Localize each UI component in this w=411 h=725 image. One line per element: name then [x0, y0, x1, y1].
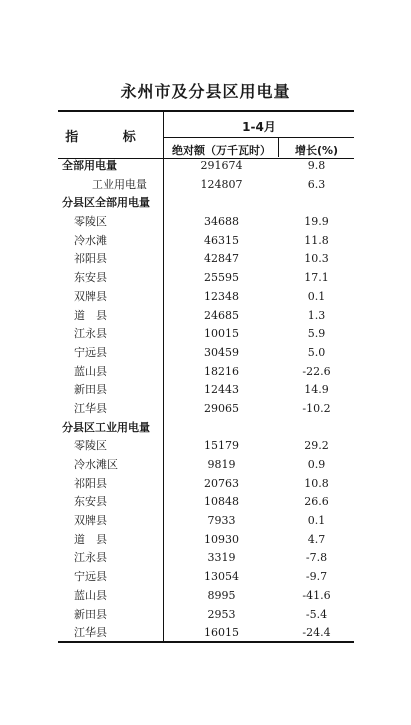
- absolute-value: 10930: [204, 532, 239, 546]
- absolute-value: 20763: [204, 476, 239, 490]
- growth-value: 1.3: [307, 308, 326, 322]
- growth-value: 14.9: [304, 383, 329, 397]
- growth-value: -7.8: [305, 551, 328, 565]
- growth-value: -41.6: [302, 588, 331, 602]
- table-row: [58, 549, 354, 568]
- row-label: 道 县: [74, 532, 107, 546]
- table-row: [58, 606, 354, 625]
- row-label: 宁远县: [74, 345, 107, 359]
- header-absolute: 绝对额（万千瓦时）: [172, 144, 271, 157]
- absolute-value: 42847: [204, 252, 239, 266]
- table-body: [58, 157, 354, 643]
- absolute-value: 10848: [204, 495, 239, 509]
- row-label: 东安县: [74, 495, 107, 509]
- absolute-value: 8995: [207, 588, 236, 602]
- table-row: [58, 325, 354, 344]
- growth-value: 10.8: [304, 476, 329, 490]
- table-row: [58, 176, 354, 195]
- table-row: [58, 232, 354, 251]
- table-row: [58, 344, 354, 363]
- absolute-value: 13054: [204, 570, 239, 584]
- table-row: [58, 568, 354, 587]
- absolute-value: 15179: [204, 439, 239, 453]
- row-label: 零陵区: [74, 439, 107, 453]
- absolute-value: 30459: [204, 345, 239, 359]
- table-row: [58, 269, 354, 288]
- table-row: [58, 456, 354, 475]
- table-row: [58, 587, 354, 606]
- row-label: 江华县: [74, 401, 107, 415]
- row-label: 分县区工业用电量: [62, 420, 150, 434]
- absolute-value: 2953: [207, 607, 236, 621]
- row-label: 蓝山县: [74, 364, 107, 378]
- header-indicator: 指 标: [65, 130, 156, 145]
- absolute-value: 34688: [204, 215, 239, 229]
- row-label: 祁阳县: [74, 252, 107, 266]
- header-column-divider: [278, 137, 279, 157]
- row-label: 冷水滩区: [74, 458, 118, 471]
- absolute-value: 18216: [204, 364, 239, 378]
- growth-value: 0.1: [307, 514, 326, 528]
- table-row: [58, 400, 354, 419]
- absolute-value: 12443: [204, 383, 239, 397]
- row-label: 分县区全部用电量: [62, 196, 150, 210]
- table-row: [58, 531, 354, 550]
- absolute-value: 124807: [200, 177, 243, 191]
- table-row: [58, 213, 354, 232]
- absolute-value: 24685: [204, 308, 239, 322]
- growth-value: 11.8: [304, 233, 329, 247]
- row-label: 新田县: [74, 607, 107, 621]
- row-label: 蓝山县: [74, 588, 107, 602]
- growth-value: -9.7: [305, 570, 328, 584]
- absolute-value: 46315: [204, 233, 239, 247]
- row-label: 宁远县: [74, 570, 107, 584]
- growth-value: -24.4: [302, 626, 331, 640]
- row-label: 全部用电量: [62, 159, 117, 172]
- row-label: 江永县: [74, 327, 107, 341]
- growth-value: 17.1: [304, 271, 329, 285]
- table-row: [58, 512, 354, 531]
- table-row: [58, 363, 354, 382]
- row-label: 江永县: [74, 551, 107, 565]
- table-row: [58, 493, 354, 512]
- growth-value: 9.8: [307, 159, 326, 172]
- table-row: [58, 475, 354, 494]
- header-growth: 增长(%): [294, 144, 339, 157]
- absolute-value: 25595: [204, 271, 239, 285]
- table-title: 永州市及分县区用电量: [120, 82, 291, 101]
- table-bottom-rule: [58, 641, 354, 643]
- growth-value: 26.6: [304, 495, 329, 509]
- growth-value: 19.9: [304, 215, 329, 229]
- growth-value: 29.2: [304, 439, 329, 453]
- growth-value: 0.9: [307, 458, 326, 471]
- growth-value: -22.6: [302, 364, 331, 378]
- growth-value: 6.3: [307, 177, 326, 191]
- table-row: [58, 307, 354, 326]
- table: [58, 110, 354, 159]
- section-row: [58, 194, 354, 213]
- row-label: 新田县: [74, 383, 107, 397]
- table-row: [58, 288, 354, 307]
- absolute-value: 3319: [207, 551, 236, 565]
- header-divider: [164, 137, 354, 138]
- absolute-value: 7933: [207, 514, 236, 528]
- growth-value: -5.4: [305, 607, 328, 621]
- growth-value: 10.3: [304, 252, 329, 266]
- absolute-value: 291674: [200, 159, 243, 172]
- absolute-value: 10015: [204, 327, 239, 341]
- table-row: [58, 381, 354, 400]
- table-row: [58, 437, 354, 456]
- section-row: [58, 157, 354, 176]
- absolute-value: 9819: [207, 458, 236, 471]
- row-label: 江华县: [74, 626, 107, 640]
- growth-value: 5.9: [307, 327, 326, 341]
- growth-value: 0.1: [307, 289, 326, 303]
- row-label: 东安县: [74, 271, 107, 285]
- table-header: [58, 112, 354, 159]
- row-label: 祁阳县: [74, 476, 107, 490]
- row-label: 道 县: [74, 308, 107, 322]
- absolute-value: 12348: [204, 289, 239, 303]
- growth-value: 5.0: [307, 345, 326, 359]
- growth-value: -10.2: [302, 401, 331, 415]
- growth-value: 4.7: [307, 532, 326, 546]
- section-row: [58, 419, 354, 438]
- header-period: 1-4月: [242, 120, 276, 134]
- absolute-value: 29065: [204, 401, 239, 415]
- row-label: 冷水滩: [74, 233, 107, 247]
- row-label: 工业用电量: [92, 177, 147, 191]
- row-label: 双牌县: [74, 289, 107, 303]
- row-label: 双牌县: [74, 514, 107, 528]
- absolute-value: 16015: [204, 626, 239, 640]
- row-label: 零陵区: [74, 215, 107, 229]
- table-row: [58, 250, 354, 269]
